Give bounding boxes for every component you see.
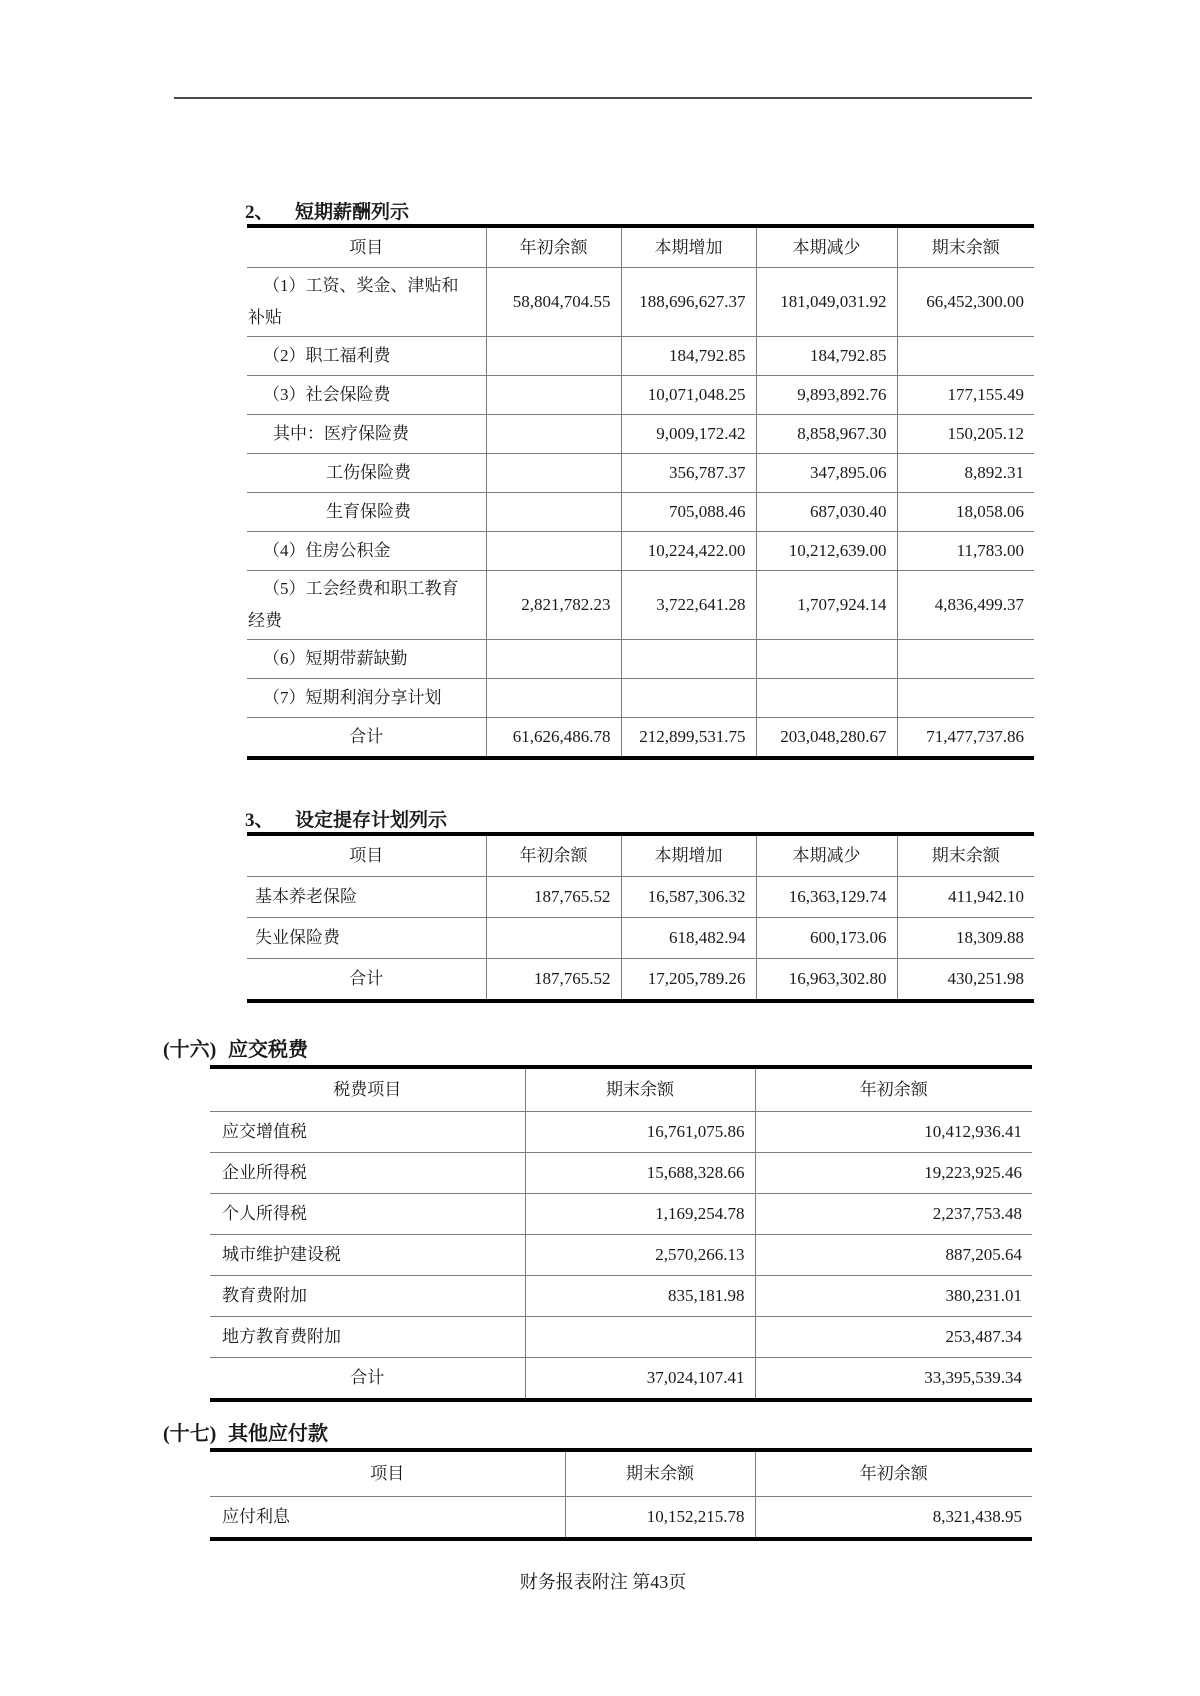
cell-increase: 3,722,641.28 <box>621 571 756 640</box>
cell-closing: 835,181.98 <box>525 1276 755 1317</box>
row-label: （2）职工福利费 <box>247 337 486 376</box>
column-header: 本期增加 <box>621 834 756 877</box>
column-header: 项目 <box>247 834 486 877</box>
table-row <box>247 532 1034 571</box>
cell-opening: 8,321,438.95 <box>932 1507 1022 1526</box>
row-label: 其中：医疗保险费 <box>247 415 486 454</box>
cell-increase <box>621 640 756 679</box>
cell-increase: 188,696,627.37 <box>621 268 756 337</box>
page-header-rule <box>174 97 1032 99</box>
table-row <box>247 268 1034 337</box>
table-total-row <box>210 1358 1032 1401</box>
cell-decrease: 16,363,129.74 <box>756 877 897 918</box>
row-label: 个人所得税 <box>210 1194 525 1235</box>
cell-closing: 18,058.06 <box>897 493 1034 532</box>
section-heading-taxes-payable <box>163 1033 308 1062</box>
other-payables-table <box>210 1448 1032 1541</box>
cell-closing: 11,783.00 <box>897 532 1034 571</box>
cell-increase: 10,071,048.25 <box>621 376 756 415</box>
section-heading-defined-contribution <box>245 805 447 832</box>
cell-decrease: 16,963,302.80 <box>756 959 897 1002</box>
row-label: 应交增值税 <box>210 1112 525 1153</box>
row-label: 城市维护建设税 <box>210 1235 525 1276</box>
cell-decrease: 9,893,892.76 <box>756 376 897 415</box>
cell-opening: 887,205.64 <box>755 1235 1032 1276</box>
cell-opening <box>486 337 621 376</box>
row-label: 地方教育费附加 <box>210 1317 525 1358</box>
section-number: (十六) <box>163 1039 217 1061</box>
cell-opening <box>486 415 621 454</box>
cell-increase <box>621 679 756 718</box>
table-row <box>247 493 1034 532</box>
cell-closing: 37,024,107.41 <box>525 1358 755 1401</box>
section-title: 短期薪酬列示 <box>295 202 410 223</box>
table-row <box>210 1153 1032 1194</box>
column-header: 税费项目 <box>210 1067 525 1112</box>
cell-decrease: 347,895.06 <box>756 454 897 493</box>
column-header: 年初余额 <box>755 1450 1032 1497</box>
table-row <box>210 1317 1032 1358</box>
cell-decrease: 8,858,967.30 <box>756 415 897 454</box>
section-number: 3、 <box>245 810 274 831</box>
table-header-row <box>210 1450 1032 1497</box>
total-label: 合计 <box>247 718 486 759</box>
section-title: 应交税费 <box>228 1039 308 1061</box>
table-total-row <box>247 718 1034 759</box>
short-term-compensation-table <box>247 224 1034 760</box>
cell-increase: 356,787.37 <box>621 454 756 493</box>
cell-closing: 1,169,254.78 <box>525 1194 755 1235</box>
column-header: 期末余额 <box>565 1450 755 1497</box>
table-row <box>210 1235 1032 1276</box>
table-total-row <box>247 959 1034 1002</box>
cell-decrease: 687,030.40 <box>756 493 897 532</box>
taxes-payable-table <box>210 1065 1032 1402</box>
section-heading-other-payables <box>163 1417 328 1446</box>
cell-decrease: 184,792.85 <box>756 337 897 376</box>
column-header: 期末余额 <box>897 226 1034 268</box>
cell-opening: 253,487.34 <box>755 1317 1032 1358</box>
cell-closing: 15,688,328.66 <box>525 1153 755 1194</box>
section-heading-short-term <box>245 197 409 224</box>
cell-closing <box>897 640 1034 679</box>
cell-opening <box>486 376 621 415</box>
table-row <box>210 1112 1032 1153</box>
table-row <box>247 337 1034 376</box>
cell-increase: 16,587,306.32 <box>621 877 756 918</box>
column-header: 本期减少 <box>756 834 897 877</box>
cell-opening <box>486 640 621 679</box>
cell-closing: 430,251.98 <box>947 969 1024 988</box>
row-label: （5）工会经费和职工教育经费 <box>247 571 486 640</box>
column-header: 本期增加 <box>621 226 756 268</box>
cell-closing: 10,152,215.78 <box>565 1497 755 1540</box>
cell-closing: 177,155.49 <box>897 376 1034 415</box>
column-header: 期末余额 <box>897 834 1034 877</box>
table-row <box>247 679 1034 718</box>
cell-opening: 2,821,782.23 <box>486 571 621 640</box>
cell-opening: 61,626,486.78 <box>486 718 621 759</box>
cell-opening: 187,765.52 <box>486 959 621 1002</box>
cell-increase: 9,009,172.42 <box>621 415 756 454</box>
cell-decrease: 181,049,031.92 <box>756 268 897 337</box>
column-header: 年初余额 <box>755 1067 1032 1112</box>
cell-increase: 212,899,531.75 <box>621 718 756 759</box>
cell-opening <box>486 918 621 959</box>
column-header: 期末余额 <box>525 1067 755 1112</box>
section-title: 其他应付款 <box>228 1423 328 1445</box>
cell-opening <box>486 532 621 571</box>
cell-closing: 71,477,737.86 <box>926 727 1024 746</box>
cell-closing: 4,836,499.37 <box>897 571 1034 640</box>
table-row <box>210 1497 1032 1540</box>
column-header: 本期减少 <box>756 226 897 268</box>
cell-decrease: 600,173.06 <box>756 918 897 959</box>
section-number: (十七) <box>163 1423 217 1445</box>
table-header-row <box>247 834 1034 877</box>
cell-opening <box>486 493 621 532</box>
row-label: （3）社会保险费 <box>247 376 486 415</box>
table-header-row <box>247 226 1034 268</box>
column-header: 项目 <box>210 1450 565 1497</box>
cell-opening <box>486 679 621 718</box>
table-row <box>247 571 1034 640</box>
cell-closing: 2,570,266.13 <box>525 1235 755 1276</box>
row-label: 教育费附加 <box>210 1276 525 1317</box>
total-label: 合计 <box>210 1358 525 1401</box>
cell-opening: 33,395,539.34 <box>924 1368 1022 1387</box>
cell-opening: 19,223,925.46 <box>755 1153 1032 1194</box>
page-footer: 财务报表附注 第43页 <box>519 1572 687 1592</box>
column-header: 项目 <box>247 226 486 268</box>
table-row <box>247 640 1034 679</box>
cell-increase: 10,224,422.00 <box>621 532 756 571</box>
cell-closing: 18,309.88 <box>897 918 1034 959</box>
table-row <box>247 877 1034 918</box>
row-label: （6）短期带薪缺勤 <box>247 640 486 679</box>
cell-decrease: 203,048,280.67 <box>756 718 897 759</box>
row-label: 企业所得税 <box>210 1153 525 1194</box>
table-row <box>210 1194 1032 1235</box>
row-label: 失业保险费 <box>247 918 486 959</box>
cell-decrease <box>756 640 897 679</box>
cell-closing: 150,205.12 <box>897 415 1034 454</box>
cell-increase: 184,792.85 <box>621 337 756 376</box>
column-header: 年初余额 <box>486 226 621 268</box>
defined-contribution-table <box>247 832 1034 1003</box>
cell-decrease: 1,707,924.14 <box>756 571 897 640</box>
cell-opening: 58,804,704.55 <box>486 268 621 337</box>
section-number: 2、 <box>245 202 274 223</box>
row-label: 应付利息 <box>210 1497 565 1540</box>
cell-increase: 17,205,789.26 <box>621 959 756 1002</box>
cell-increase: 705,088.46 <box>621 493 756 532</box>
cell-closing: 8,892.31 <box>897 454 1034 493</box>
total-label: 合计 <box>247 959 486 1002</box>
table-row <box>247 415 1034 454</box>
cell-closing: 66,452,300.00 <box>897 268 1034 337</box>
row-label: 基本养老保险 <box>247 877 486 918</box>
table-row <box>247 376 1034 415</box>
row-label: （4）住房公积金 <box>247 532 486 571</box>
cell-closing <box>897 337 1034 376</box>
table-row <box>247 454 1034 493</box>
cell-opening: 187,765.52 <box>486 877 621 918</box>
cell-closing: 411,942.10 <box>897 877 1034 918</box>
row-label: （1）工资、奖金、津贴和补贴 <box>247 268 486 337</box>
cell-opening: 380,231.01 <box>755 1276 1032 1317</box>
cell-increase: 618,482.94 <box>621 918 756 959</box>
cell-opening: 2,237,753.48 <box>755 1194 1032 1235</box>
table-row <box>247 918 1034 959</box>
row-label: 工伤保险费 <box>247 454 486 493</box>
row-label: 生育保险费 <box>247 493 486 532</box>
cell-decrease <box>756 679 897 718</box>
row-label: （7）短期利润分享计划 <box>247 679 486 718</box>
table-row <box>210 1276 1032 1317</box>
cell-decrease: 10,212,639.00 <box>756 532 897 571</box>
section-title: 设定提存计划列示 <box>295 810 448 831</box>
cell-closing <box>525 1317 755 1358</box>
cell-closing: 16,761,075.86 <box>525 1112 755 1153</box>
column-header: 年初余额 <box>486 834 621 877</box>
cell-closing <box>897 679 1034 718</box>
cell-opening <box>486 454 621 493</box>
cell-opening: 10,412,936.41 <box>755 1112 1032 1153</box>
table-header-row <box>210 1067 1032 1112</box>
